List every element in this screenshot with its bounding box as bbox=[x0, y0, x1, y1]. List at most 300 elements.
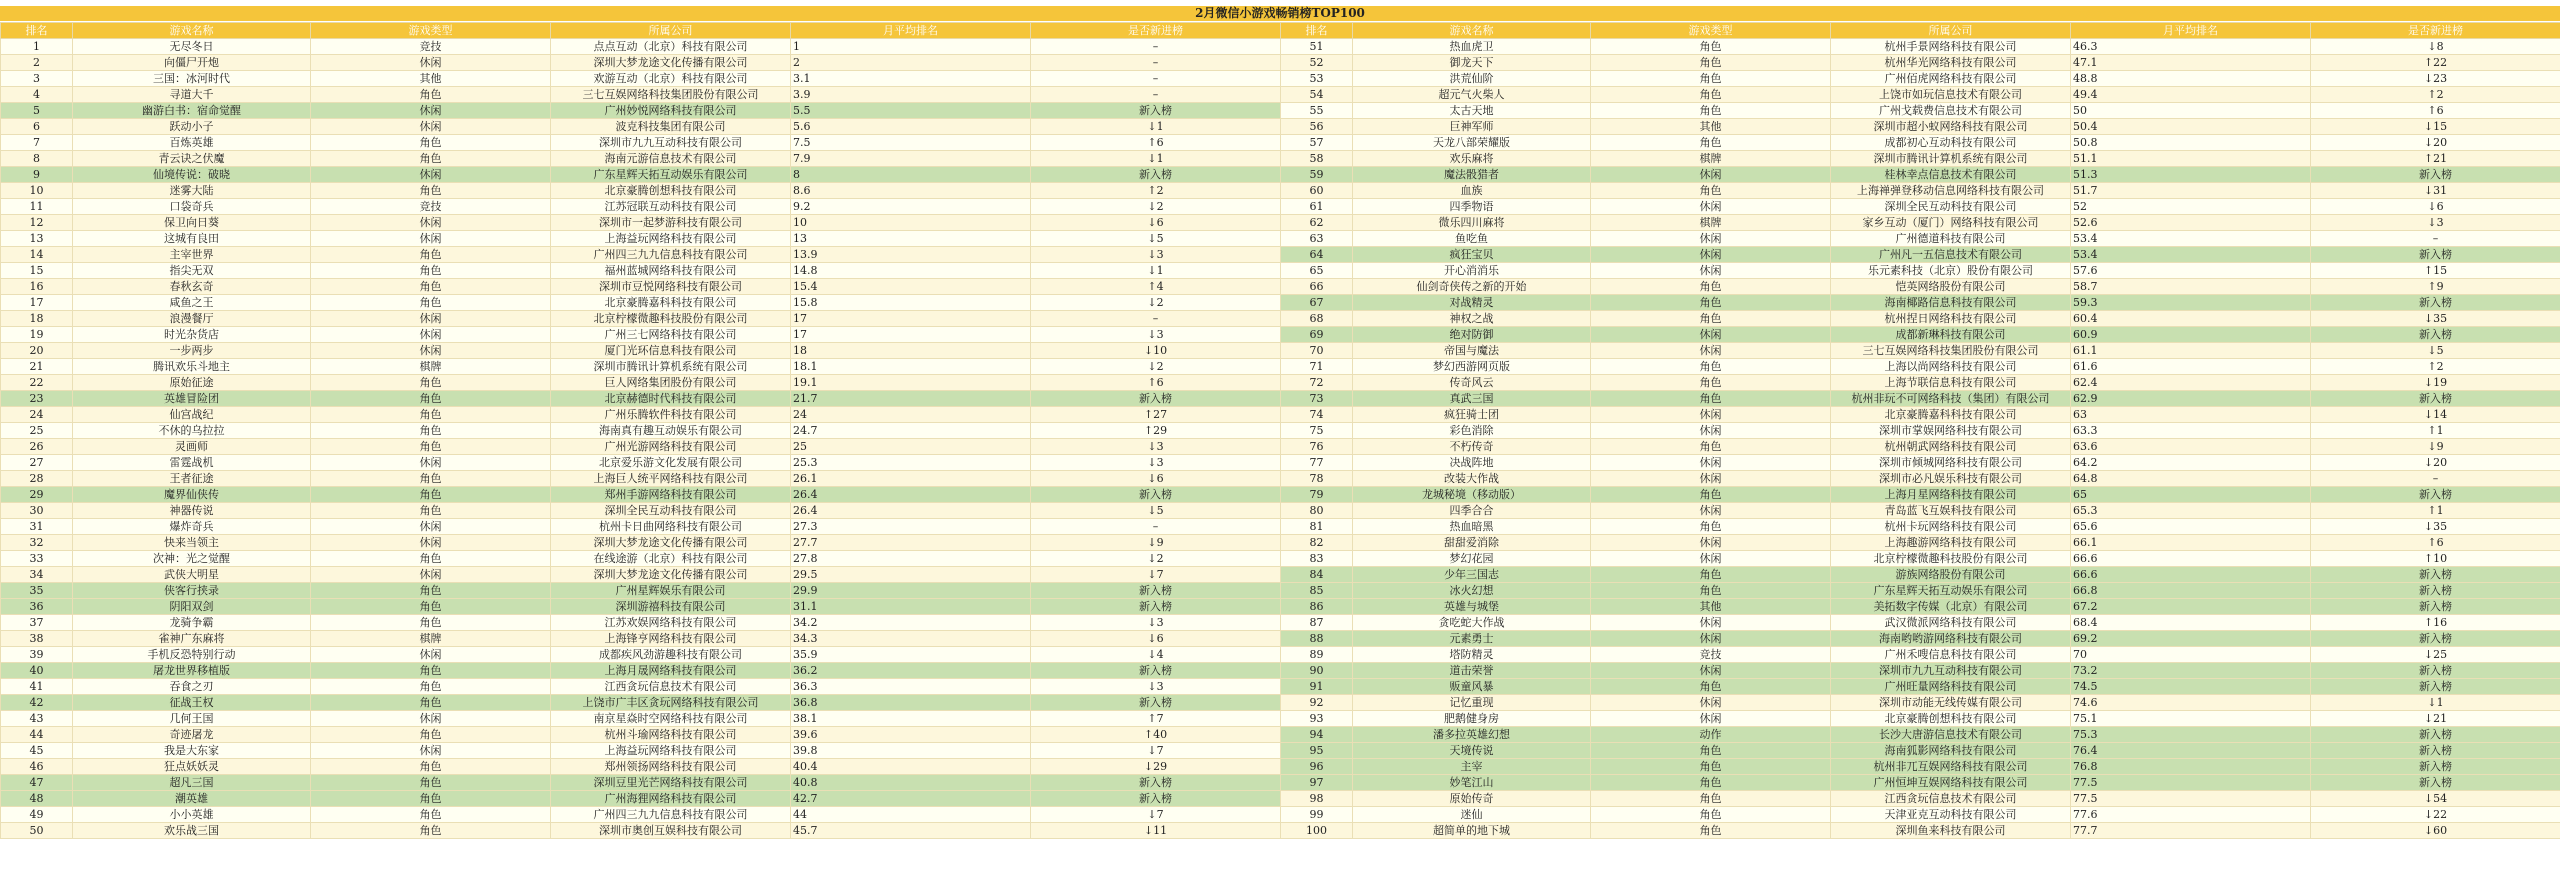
rank-cell: 50 bbox=[1, 823, 73, 839]
change-cell: ↓1 bbox=[1031, 119, 1281, 135]
change-cell: 新入榜 bbox=[2311, 759, 2560, 775]
rank-cell: 72 bbox=[1281, 375, 1353, 391]
rank-cell: 20 bbox=[1, 343, 73, 359]
table-row bbox=[1, 631, 1281, 647]
game-type-cell: 角色 bbox=[1591, 183, 1831, 199]
game-type-cell: 休闲 bbox=[311, 343, 551, 359]
table-row bbox=[1, 519, 1281, 535]
company-cell: 深圳大梦龙途文化传播有限公司 bbox=[551, 567, 791, 583]
table-row bbox=[1281, 743, 2560, 759]
table-row bbox=[1281, 167, 2560, 183]
table-row bbox=[1281, 359, 2560, 375]
company-cell: 上海月晟网络科技有限公司 bbox=[551, 663, 791, 679]
table-row bbox=[1281, 295, 2560, 311]
avg-rank-cell: 52 bbox=[2071, 199, 2311, 215]
game-name-cell: 三国：冰河时代 bbox=[73, 71, 311, 87]
company-cell: 郑州领扬网络科技有限公司 bbox=[551, 759, 791, 775]
rank-cell: 21 bbox=[1, 359, 73, 375]
company-cell: 波克科技集团有限公司 bbox=[551, 119, 791, 135]
change-cell: ↓3 bbox=[2311, 215, 2560, 231]
change-cell: ↓3 bbox=[1031, 247, 1281, 263]
game-type-cell: 休闲 bbox=[1591, 327, 1831, 343]
game-type-cell: 休闲 bbox=[311, 103, 551, 119]
company-cell: 广州海狸网络科技有限公司 bbox=[551, 791, 791, 807]
avg-rank-cell: 77.6 bbox=[2071, 807, 2311, 823]
change-cell: ↓7 bbox=[1031, 743, 1281, 759]
change-cell: 新入榜 bbox=[2311, 487, 2560, 503]
company-cell: 成都新琳科技有限公司 bbox=[1831, 327, 2071, 343]
avg-rank-cell: 64.8 bbox=[2071, 471, 2311, 487]
company-cell: 杭州手景网络科技有限公司 bbox=[1831, 39, 2071, 55]
change-cell: ↓31 bbox=[2311, 183, 2560, 199]
rank-cell: 87 bbox=[1281, 615, 1353, 631]
game-name-cell: 吞食之刃 bbox=[73, 679, 311, 695]
company-cell: 江西贪玩信息技术有限公司 bbox=[551, 679, 791, 695]
avg-rank-cell: 62.9 bbox=[2071, 391, 2311, 407]
table-row bbox=[1, 167, 1281, 183]
change-cell: ↑27 bbox=[1031, 407, 1281, 423]
table-row bbox=[1281, 791, 2560, 807]
table-row bbox=[1281, 55, 2560, 71]
game-name-cell: 传奇风云 bbox=[1353, 375, 1591, 391]
avg-rank-cell: 36.3 bbox=[791, 679, 1031, 695]
change-cell: ↓2 bbox=[1031, 295, 1281, 311]
company-cell: 江苏冠联互动科技有限公司 bbox=[551, 199, 791, 215]
change-cell: ↓11 bbox=[1031, 823, 1281, 839]
game-name-cell: 英雄与城堡 bbox=[1353, 599, 1591, 615]
company-cell: 广州妙悦网络科技有限公司 bbox=[551, 103, 791, 119]
game-name-cell: 主宰世界 bbox=[73, 247, 311, 263]
table-row bbox=[1, 151, 1281, 167]
change-cell: 新入榜 bbox=[2311, 599, 2560, 615]
game-name-cell: 疯狂骑士团 bbox=[1353, 407, 1591, 423]
company-cell: 海南狐影网络科技有限公司 bbox=[1831, 743, 2071, 759]
game-name-cell: 神权之战 bbox=[1353, 311, 1591, 327]
game-type-cell: 休闲 bbox=[1591, 407, 1831, 423]
game-type-cell: 角色 bbox=[311, 679, 551, 695]
avg-rank-cell: 64.2 bbox=[2071, 455, 2311, 471]
rank-cell: 8 bbox=[1, 151, 73, 167]
company-cell: 杭州卡玩网络科技有限公司 bbox=[1831, 519, 2071, 535]
game-name-cell: 甜甜爱消除 bbox=[1353, 535, 1591, 551]
avg-rank-cell: 18.1 bbox=[791, 359, 1031, 375]
game-name-cell: 龙骑争霸 bbox=[73, 615, 311, 631]
game-type-cell: 竞技 bbox=[311, 199, 551, 215]
change-cell: ↑2 bbox=[2311, 359, 2560, 375]
company-cell: 北京柠檬微趣科技股份有限公司 bbox=[551, 311, 791, 327]
rank-cell: 36 bbox=[1, 599, 73, 615]
company-cell: 上海禅弹登移动信息网络科技有限公司 bbox=[1831, 183, 2071, 199]
game-name-cell: 天境传说 bbox=[1353, 743, 1591, 759]
rank-cell: 29 bbox=[1, 487, 73, 503]
change-cell: ↓7 bbox=[1031, 807, 1281, 823]
table-row bbox=[1, 567, 1281, 583]
rank-cell: 19 bbox=[1, 327, 73, 343]
game-type-cell: 角色 bbox=[311, 823, 551, 839]
company-cell: 深圳市腾讯计算机系统有限公司 bbox=[551, 359, 791, 375]
game-name-cell: 小小英雄 bbox=[73, 807, 311, 823]
company-cell: 上海以尚网络科技有限公司 bbox=[1831, 359, 2071, 375]
avg-rank-cell: 9.2 bbox=[791, 199, 1031, 215]
game-type-cell: 角色 bbox=[311, 87, 551, 103]
avg-rank-cell: 51.1 bbox=[2071, 151, 2311, 167]
table-row bbox=[1281, 599, 2560, 615]
avg-rank-cell: 31.1 bbox=[791, 599, 1031, 615]
change-cell: ↑2 bbox=[1031, 183, 1281, 199]
game-name-cell: 欢乐麻将 bbox=[1353, 151, 1591, 167]
table-row bbox=[1281, 503, 2560, 519]
game-type-cell: 休闲 bbox=[1591, 455, 1831, 471]
rank-cell: 63 bbox=[1281, 231, 1353, 247]
avg-rank-cell: 40.8 bbox=[791, 775, 1031, 791]
avg-rank-cell: 49.4 bbox=[2071, 87, 2311, 103]
rank-cell: 24 bbox=[1, 407, 73, 423]
change-cell: ↑10 bbox=[2311, 551, 2560, 567]
game-type-cell: 角色 bbox=[311, 551, 551, 567]
rank-cell: 38 bbox=[1, 631, 73, 647]
table-row bbox=[1281, 727, 2560, 743]
game-type-cell: 休闲 bbox=[311, 743, 551, 759]
rank-cell: 45 bbox=[1, 743, 73, 759]
change-cell: 新入榜 bbox=[1031, 487, 1281, 503]
avg-rank-cell: 24 bbox=[791, 407, 1031, 423]
rank-cell: 83 bbox=[1281, 551, 1353, 567]
table-row bbox=[1, 135, 1281, 151]
table-row bbox=[1, 615, 1281, 631]
company-cell: 广州四三九九信息科技有限公司 bbox=[551, 247, 791, 263]
game-name-cell: 迷雾大陆 bbox=[73, 183, 311, 199]
company-cell: 广州光游网络科技有限公司 bbox=[551, 439, 791, 455]
avg-rank-cell: 62.4 bbox=[2071, 375, 2311, 391]
table-row bbox=[1, 663, 1281, 679]
game-name-cell: 原始征途 bbox=[73, 375, 311, 391]
avg-rank-cell: 35.9 bbox=[791, 647, 1031, 663]
company-cell: 天津亚克互动科技有限公司 bbox=[1831, 807, 2071, 823]
game-type-cell: 棋牌 bbox=[1591, 151, 1831, 167]
change-cell: ↑9 bbox=[2311, 279, 2560, 295]
avg-rank-cell: 21.7 bbox=[791, 391, 1031, 407]
sheet-title: 2月微信小游戏畅销榜TOP100 bbox=[0, 6, 2560, 21]
rank-cell: 41 bbox=[1, 679, 73, 695]
rank-cell: 95 bbox=[1281, 743, 1353, 759]
table-row bbox=[1, 375, 1281, 391]
avg-rank-cell: 61.6 bbox=[2071, 359, 2311, 375]
company-cell: 广州恒坤互娱网络科技有限公司 bbox=[1831, 775, 2071, 791]
rank-cell: 92 bbox=[1281, 695, 1353, 711]
change-cell: 新入榜 bbox=[1031, 695, 1281, 711]
company-cell: 上海益玩网络科技有限公司 bbox=[551, 743, 791, 759]
company-cell: 成都初心互动科技有限公司 bbox=[1831, 135, 2071, 151]
game-name-cell: 次神：光之觉醒 bbox=[73, 551, 311, 567]
game-name-cell: 咸鱼之王 bbox=[73, 295, 311, 311]
avg-rank-cell: 36.2 bbox=[791, 663, 1031, 679]
avg-rank-cell: 39.8 bbox=[791, 743, 1031, 759]
game-type-cell: 角色 bbox=[311, 439, 551, 455]
company-cell: 上海月星网络科技有限公司 bbox=[1831, 487, 2071, 503]
table-row bbox=[1, 71, 1281, 87]
game-name-cell: 鱼吃鱼 bbox=[1353, 231, 1591, 247]
rank-cell: 7 bbox=[1, 135, 73, 151]
avg-rank-cell: 60.9 bbox=[2071, 327, 2311, 343]
table-row bbox=[1281, 695, 2560, 711]
game-type-cell: 角色 bbox=[1591, 791, 1831, 807]
change-cell: 新入榜 bbox=[2311, 679, 2560, 695]
game-type-cell: 休闲 bbox=[1591, 551, 1831, 567]
game-name-cell: 热血虎卫 bbox=[1353, 39, 1591, 55]
game-type-cell: 休闲 bbox=[1591, 263, 1831, 279]
company-cell: 郑州手游网络科技有限公司 bbox=[551, 487, 791, 503]
company-cell: 三七互娱网络科技集团股份有限公司 bbox=[551, 87, 791, 103]
change-cell: ↓21 bbox=[2311, 711, 2560, 727]
game-type-cell: 休闲 bbox=[1591, 423, 1831, 439]
change-cell: ↓9 bbox=[1031, 535, 1281, 551]
rank-cell: 53 bbox=[1281, 71, 1353, 87]
change-cell: 新入榜 bbox=[2311, 567, 2560, 583]
change-cell: ↓8 bbox=[2311, 39, 2560, 55]
company-cell: 广州星辉娱乐有限公司 bbox=[551, 583, 791, 599]
table-row bbox=[1, 343, 1281, 359]
game-type-cell: 角色 bbox=[1591, 583, 1831, 599]
game-type-cell: 角色 bbox=[1591, 807, 1831, 823]
avg-rank-cell: 15.8 bbox=[791, 295, 1031, 311]
company-cell: 广州乐腾软件科技有限公司 bbox=[551, 407, 791, 423]
rank-cell: 2 bbox=[1, 55, 73, 71]
game-name-cell: 灵画师 bbox=[73, 439, 311, 455]
table-row bbox=[1281, 455, 2560, 471]
table-row bbox=[1, 535, 1281, 551]
rank-cell: 33 bbox=[1, 551, 73, 567]
table-row bbox=[1, 231, 1281, 247]
avg-rank-cell: 7.5 bbox=[791, 135, 1031, 151]
game-type-cell: 角色 bbox=[311, 503, 551, 519]
game-name-cell: 征战王权 bbox=[73, 695, 311, 711]
table-row bbox=[1, 391, 1281, 407]
change-cell: ↓3 bbox=[1031, 455, 1281, 471]
avg-rank-cell: 29.9 bbox=[791, 583, 1031, 599]
avg-rank-cell: 65 bbox=[2071, 487, 2311, 503]
rank-cell: 67 bbox=[1281, 295, 1353, 311]
company-cell: 江西贪玩信息技术有限公司 bbox=[1831, 791, 2071, 807]
change-cell: ↓35 bbox=[2311, 311, 2560, 327]
company-cell: 上海锋亨网络科技有限公司 bbox=[551, 631, 791, 647]
table-row bbox=[1, 423, 1281, 439]
rank-cell: 16 bbox=[1, 279, 73, 295]
table-row bbox=[1281, 583, 2560, 599]
table-row bbox=[1281, 775, 2560, 791]
company-cell: 欢游互动（北京）科技有限公司 bbox=[551, 71, 791, 87]
rank-cell: 44 bbox=[1, 727, 73, 743]
rank-cell: 66 bbox=[1281, 279, 1353, 295]
game-name-cell: 向僵尸开炮 bbox=[73, 55, 311, 71]
header-type: 游戏类型 bbox=[1591, 23, 1831, 39]
game-name-cell: 贩童风暴 bbox=[1353, 679, 1591, 695]
change-cell: ↓5 bbox=[2311, 343, 2560, 359]
game-type-cell: 角色 bbox=[311, 487, 551, 503]
game-name-cell: 欢乐战三国 bbox=[73, 823, 311, 839]
table-row bbox=[1281, 375, 2560, 391]
table-row bbox=[1281, 631, 2560, 647]
rank-cell: 48 bbox=[1, 791, 73, 807]
game-name-cell: 龙城秘境（移动版） bbox=[1353, 487, 1591, 503]
avg-rank-cell: 39.6 bbox=[791, 727, 1031, 743]
game-type-cell: 角色 bbox=[311, 583, 551, 599]
avg-rank-cell: 25 bbox=[791, 439, 1031, 455]
table-row bbox=[1281, 519, 2560, 535]
avg-rank-cell: 77.5 bbox=[2071, 775, 2311, 791]
avg-rank-cell: 8 bbox=[791, 167, 1031, 183]
table-row bbox=[1, 455, 1281, 471]
game-type-cell: 棋牌 bbox=[1591, 215, 1831, 231]
avg-rank-cell: 34.2 bbox=[791, 615, 1031, 631]
change-cell: – bbox=[1031, 71, 1281, 87]
game-name-cell: 手机反恐特别行动 bbox=[73, 647, 311, 663]
table-row bbox=[1281, 679, 2560, 695]
change-cell: ↓2 bbox=[1031, 359, 1281, 375]
company-cell: 深圳豆里光芒网络科技有限公司 bbox=[551, 775, 791, 791]
rank-cell: 14 bbox=[1, 247, 73, 263]
company-cell: 深圳大梦龙途文化传播有限公司 bbox=[551, 55, 791, 71]
rank-cell: 99 bbox=[1281, 807, 1353, 823]
game-type-cell: 角色 bbox=[1591, 487, 1831, 503]
table-row bbox=[1, 247, 1281, 263]
table-row bbox=[1, 551, 1281, 567]
change-cell: 新入榜 bbox=[1031, 791, 1281, 807]
company-cell: 深圳市九九互动科技有限公司 bbox=[1831, 663, 2071, 679]
avg-rank-cell: 50.4 bbox=[2071, 119, 2311, 135]
company-cell: 乐元素科技（北京）股份有限公司 bbox=[1831, 263, 2071, 279]
change-cell: 新入榜 bbox=[2311, 775, 2560, 791]
game-name-cell: 微乐四川麻将 bbox=[1353, 215, 1591, 231]
game-type-cell: 角色 bbox=[311, 295, 551, 311]
avg-rank-cell: 52.6 bbox=[2071, 215, 2311, 231]
game-type-cell: 休闲 bbox=[1591, 503, 1831, 519]
game-type-cell: 角色 bbox=[311, 263, 551, 279]
game-type-cell: 动作 bbox=[1591, 727, 1831, 743]
company-cell: 点点互动（北京）科技有限公司 bbox=[551, 39, 791, 55]
avg-rank-cell: 50.8 bbox=[2071, 135, 2311, 151]
game-name-cell: 口袋奇兵 bbox=[73, 199, 311, 215]
avg-rank-cell: 27.8 bbox=[791, 551, 1031, 567]
company-cell: 广州四三九九信息科技有限公司 bbox=[551, 807, 791, 823]
rank-cell: 28 bbox=[1, 471, 73, 487]
rank-cell: 65 bbox=[1281, 263, 1353, 279]
company-cell: 南京星焱时空网络科技有限公司 bbox=[551, 711, 791, 727]
game-type-cell: 角色 bbox=[311, 471, 551, 487]
game-type-cell: 角色 bbox=[1591, 519, 1831, 535]
table-row bbox=[1, 759, 1281, 775]
rank-cell: 85 bbox=[1281, 583, 1353, 599]
change-cell: ↓29 bbox=[1031, 759, 1281, 775]
game-name-cell: 冰火幻想 bbox=[1353, 583, 1591, 599]
company-cell: 广州凡一五信息技术有限公司 bbox=[1831, 247, 2071, 263]
change-cell: 新入榜 bbox=[2311, 663, 2560, 679]
change-cell: ↓1 bbox=[1031, 263, 1281, 279]
avg-rank-cell: 26.4 bbox=[791, 487, 1031, 503]
change-cell: ↓60 bbox=[2311, 823, 2560, 839]
game-name-cell: 绝对防御 bbox=[1353, 327, 1591, 343]
avg-rank-cell: 67.2 bbox=[2071, 599, 2311, 615]
company-cell: 上海巨人统平网络科技有限公司 bbox=[551, 471, 791, 487]
game-name-cell: 魔界仙侠传 bbox=[73, 487, 311, 503]
change-cell: ↑4 bbox=[1031, 279, 1281, 295]
game-type-cell: 其他 bbox=[1591, 119, 1831, 135]
company-cell: 长沙大唐游信息技术有限公司 bbox=[1831, 727, 2071, 743]
avg-rank-cell: 13.9 bbox=[791, 247, 1031, 263]
change-cell: ↑21 bbox=[2311, 151, 2560, 167]
game-type-cell: 其他 bbox=[311, 71, 551, 87]
rank-cell: 1 bbox=[1, 39, 73, 55]
change-cell: ↑40 bbox=[1031, 727, 1281, 743]
change-cell: 新入榜 bbox=[2311, 247, 2560, 263]
company-cell: 巨人网络集团股份有限公司 bbox=[551, 375, 791, 391]
company-cell: 深圳市腾讯计算机系统有限公司 bbox=[1831, 151, 2071, 167]
change-cell: ↓3 bbox=[1031, 615, 1281, 631]
company-cell: 家乡互动（厦门）网络科技有限公司 bbox=[1831, 215, 2071, 231]
game-name-cell: 改装大作战 bbox=[1353, 471, 1591, 487]
table-row bbox=[1, 215, 1281, 231]
rank-cell: 47 bbox=[1, 775, 73, 791]
game-name-cell: 一步两步 bbox=[73, 343, 311, 359]
game-name-cell: 主宰 bbox=[1353, 759, 1591, 775]
rank-cell: 4 bbox=[1, 87, 73, 103]
company-cell: 北京豪腾嘉科科技有限公司 bbox=[1831, 407, 2071, 423]
table-row bbox=[1281, 823, 2560, 839]
game-name-cell: 御龙天下 bbox=[1353, 55, 1591, 71]
rank-cell: 15 bbox=[1, 263, 73, 279]
rank-cell: 57 bbox=[1281, 135, 1353, 151]
company-cell: 北京爱乐游文化发展有限公司 bbox=[551, 455, 791, 471]
change-cell: ↓35 bbox=[2311, 519, 2560, 535]
avg-rank-cell: 74.5 bbox=[2071, 679, 2311, 695]
game-name-cell: 几何王国 bbox=[73, 711, 311, 727]
header-new-entry: 是否新进榜 bbox=[1031, 23, 1281, 39]
company-cell: 杭州朝武网络科技有限公司 bbox=[1831, 439, 2071, 455]
change-cell: ↓22 bbox=[2311, 807, 2560, 823]
table-row bbox=[1281, 535, 2560, 551]
rank-cell: 25 bbox=[1, 423, 73, 439]
avg-rank-cell: 17 bbox=[791, 311, 1031, 327]
game-type-cell: 休闲 bbox=[1591, 631, 1831, 647]
avg-rank-cell: 29.5 bbox=[791, 567, 1031, 583]
game-name-cell: 梦幻西游网页版 bbox=[1353, 359, 1591, 375]
game-name-cell: 超简单的地下城 bbox=[1353, 823, 1591, 839]
table-row bbox=[1281, 343, 2560, 359]
rank-cell: 10 bbox=[1, 183, 73, 199]
game-name-cell: 热血暗黑 bbox=[1353, 519, 1591, 535]
company-cell: 北京豪腾创想科技有限公司 bbox=[551, 183, 791, 199]
game-type-cell: 休闲 bbox=[1591, 615, 1831, 631]
game-name-cell: 百炼英雄 bbox=[73, 135, 311, 151]
change-cell: ↑6 bbox=[1031, 375, 1281, 391]
game-name-cell: 对战精灵 bbox=[1353, 295, 1591, 311]
table-row bbox=[1, 727, 1281, 743]
change-cell: ↓6 bbox=[2311, 199, 2560, 215]
company-cell: 桂林幸点信息技术有限公司 bbox=[1831, 167, 2071, 183]
table-row bbox=[1, 439, 1281, 455]
table-row bbox=[1281, 103, 2560, 119]
rank-cell: 43 bbox=[1, 711, 73, 727]
avg-rank-cell: 5.6 bbox=[791, 119, 1031, 135]
change-cell: 新入榜 bbox=[2311, 631, 2560, 647]
table-row bbox=[1281, 471, 2560, 487]
avg-rank-cell: 36.8 bbox=[791, 695, 1031, 711]
table-row bbox=[1, 311, 1281, 327]
avg-rank-cell: 77.7 bbox=[2071, 823, 2311, 839]
table-row bbox=[1, 487, 1281, 503]
change-cell: ↑22 bbox=[2311, 55, 2560, 71]
table-row bbox=[1, 327, 1281, 343]
table-row bbox=[1281, 647, 2560, 663]
